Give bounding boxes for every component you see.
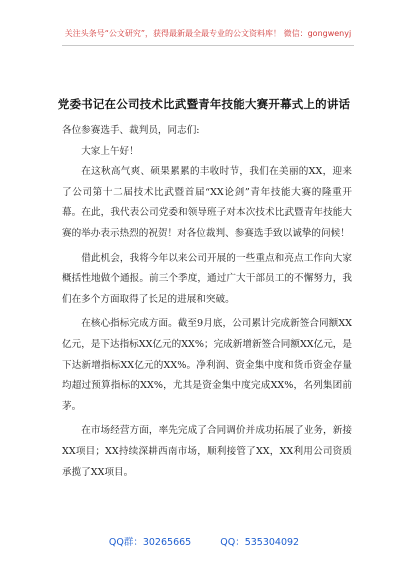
- paragraph-4: 在市场经营方面，率先完成了合同调价并成功拓展了业务，新接XX项目；XX持续深耕西南市场，顺利接管了XX，XX利用公司资质承揽了XX项目。: [62, 425, 352, 478]
- document-body: [62, 118, 352, 483]
- header-note: 关注头条号“公文研究”，获得最新最全最专业的公文资料库！ 微信：gongwenyj: [62, 28, 354, 46]
- paragraph-2: 借此机会，我将今年以来公司开展的一些重点和亮点工作向大家概括性地做个通报。前三个季度，通过广大干部员工的不懈努力，我们在多个方面取得了长足的进展和突破。: [62, 252, 352, 305]
- salutation: 各位参赛选手、裁判员，同志们:: [62, 125, 200, 136]
- paragraph-1: 在这秋高气爽、硕果累累的丰收时节，我们在美丽的XX，迎来了公司第十二届技术比武暨首届“XX论剑”青年技能大赛的隆重开幕。在此，我代表公司党委和领导班子对本次技术比武暨青年技能大赛的举办表示热烈的祝贺！对各位裁判、参赛选手致以诚挚的问候！: [62, 166, 352, 239]
- paragraph-3: 在核心指标完成方面。截至9月底，公司累计完成新签合同额XX亿元，是下达指标XX亿元的XX%；完成新增新签合同额XX亿元，是下达新增指标XX亿元的XX%。净利润、资金集中度和货币资金存量均超过预算指标的XX%，尤其是资金集中度完成XX%，名列集团前茅。: [62, 318, 352, 412]
- greeting: 大家上午好！: [81, 145, 139, 157]
- footer-contacts: [0, 534, 408, 548]
- document-title: 党委书记在公司技术比武暨青年技能大赛开幕式上的讲话: [57, 97, 351, 111]
- footer-qq-contact: QQ：535304092: [220, 537, 300, 548]
- footer-qq-group: QQ群：30265665: [108, 537, 192, 548]
